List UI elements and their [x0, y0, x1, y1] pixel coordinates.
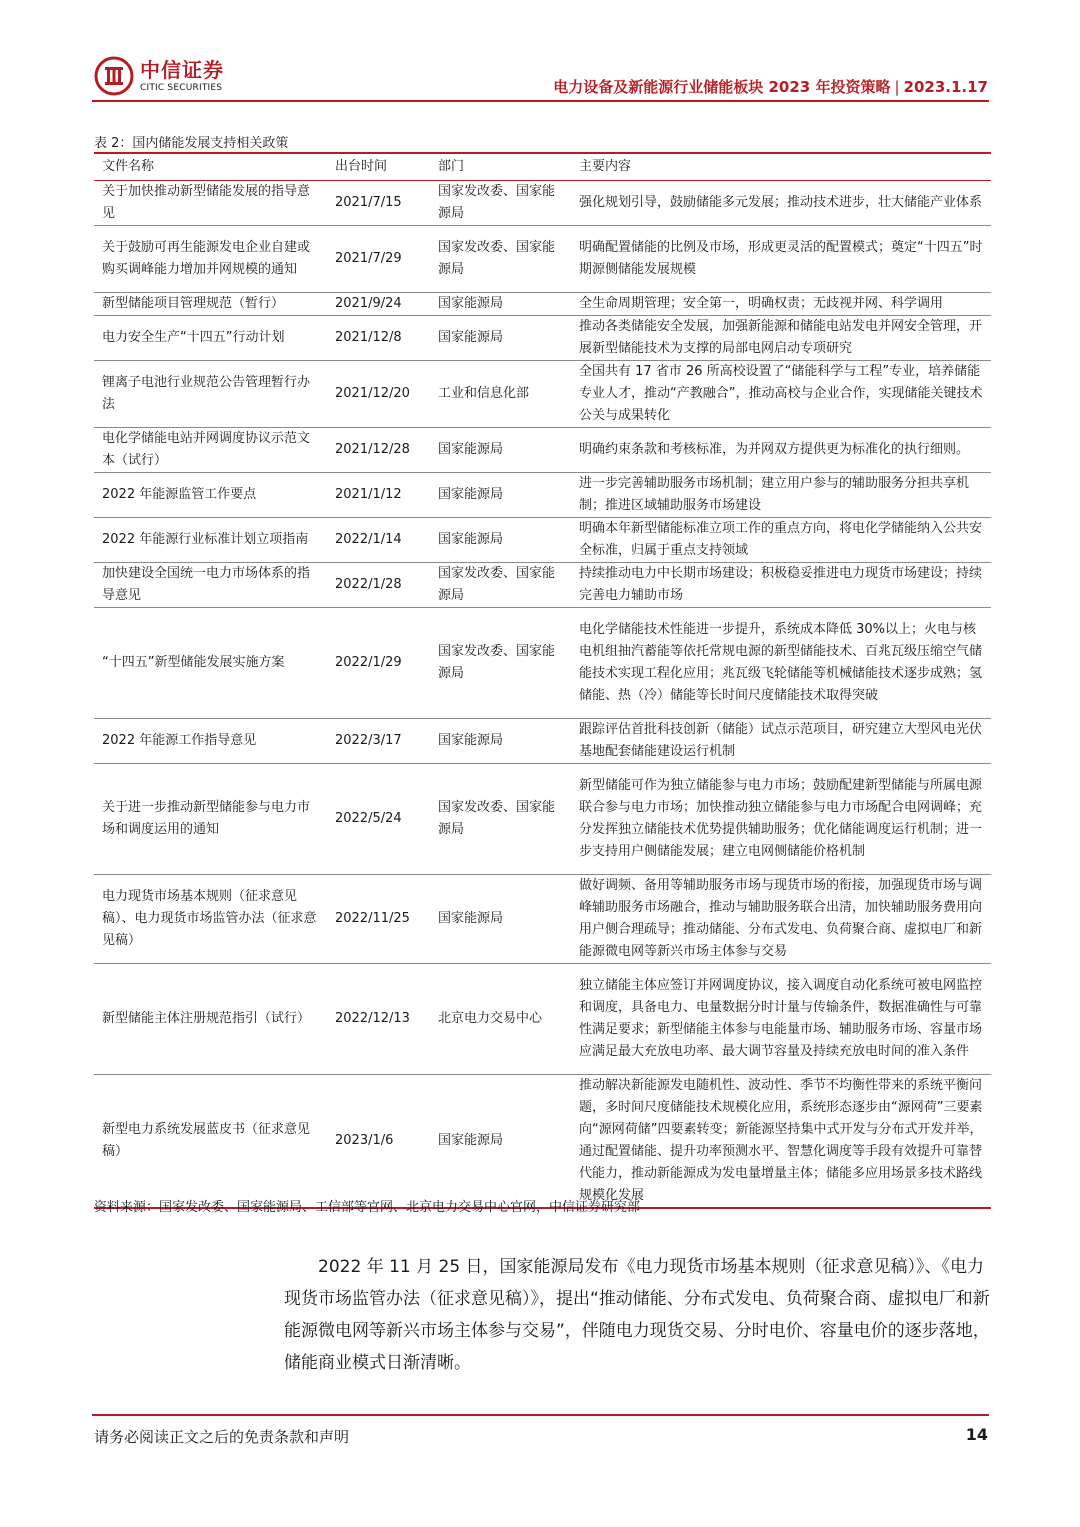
- table-row: [94, 719, 991, 764]
- cell-department: 国家能源局: [430, 719, 571, 764]
- cell-doc-name: 加快建设全国统一电力市场体系的指导意见: [94, 563, 327, 608]
- cell-date: 2022/1/28: [327, 563, 430, 608]
- cell-content: 跟踪评估首批科技创新（储能）试点示范项目，研究建立大型风电光伏基地配套储能建设运行机制: [571, 719, 991, 764]
- table-row: [94, 518, 991, 563]
- citic-logo-icon: [94, 56, 134, 96]
- cell-doc-name: 新型储能主体注册规范指引（试行）: [94, 964, 327, 1075]
- table-row: [94, 764, 991, 875]
- table-row: [94, 473, 991, 518]
- table-row: [94, 428, 991, 473]
- cell-date: 2021/12/28: [327, 428, 430, 473]
- cell-doc-name: 电化学储能电站并网调度协议示范文本（试行）: [94, 428, 327, 473]
- cell-doc-name: 关于加快推动新型储能发展的指导意见: [94, 181, 327, 226]
- cell-doc-name: 关于鼓励可再生能源发电企业自建或购买调峰能力增加并网规模的通知: [94, 226, 327, 293]
- cell-doc-name: 电力现货市场基本规则（征求意见稿）、电力现货市场监管办法（征求意见稿）: [94, 875, 327, 964]
- report-title-text: 电力设备及新能源行业储能板块 2023 年投资策略: [553, 78, 891, 96]
- cell-content: 做好调频、备用等辅助服务市场与现货市场的衔接，加强现货市场与调峰辅助服务市场融合，推动与辅助服务联合出清，加快辅助服务费用向用户侧合理疏导；推动储能、分布式发电、负荷聚合商、虚拟电厂和新能源微电网等新兴市场主体参与交易: [571, 875, 991, 964]
- cell-doc-name: 2022 年能源工作指导意见: [94, 719, 327, 764]
- header-rule: [92, 100, 989, 102]
- cell-department: 国家发改委、国家能源局: [430, 563, 571, 608]
- cell-department: 国家能源局: [430, 316, 571, 361]
- cell-doc-name: 2022 年能源监管工作要点: [94, 473, 327, 518]
- cell-date: 2021/9/24: [327, 293, 430, 316]
- cell-date: 2022/1/29: [327, 608, 430, 719]
- cell-date: 2022/12/13: [327, 964, 430, 1075]
- cell-date: 2022/3/17: [327, 719, 430, 764]
- cell-doc-name: 新型电力系统发展蓝皮书（征求意见稿）: [94, 1075, 327, 1209]
- cell-doc-name: 关于进一步推动新型储能参与电力市场和调度运用的通知: [94, 764, 327, 875]
- cell-date: 2023/1/6: [327, 1075, 430, 1209]
- cell-department: 国家能源局: [430, 293, 571, 316]
- cell-date: 2021/12/20: [327, 361, 430, 428]
- cell-department: 国家能源局: [430, 875, 571, 964]
- header-content: 主要内容: [571, 153, 991, 181]
- logo-english-name: CITIC SECURITIES: [140, 82, 223, 93]
- table-row: [94, 226, 991, 293]
- cell-content: 进一步完善辅助服务市场机制；建立用户参与的辅助服务分担共享机制；推进区域辅助服务市场建设: [571, 473, 991, 518]
- table-caption: 表 2：国内储能发展支持相关政策: [94, 136, 289, 151]
- footer-disclaimer: 请务必阅读正文之后的免责条款和声明: [94, 1428, 350, 1446]
- logo-chinese-name: 中信证券: [140, 57, 224, 82]
- cell-content: 独立储能主体应签订并网调度协议，接入调度自动化系统可被电网监控和调度，具备电力、电量数据分时计量与传输条件，数据准确性与可靠性满足要求；新型储能主体参与电能量市场、辅助服务市场、容量市场应满足最大充放电功率、最大调节容量及持续充放电时间的准入条件: [571, 964, 991, 1075]
- cell-department: 国家发改委、国家能源局: [430, 181, 571, 226]
- cell-content: 新型储能可作为独立储能参与电力市场；鼓励配建新型储能与所属电源联合参与电力市场；加快推动独立储能参与电力市场配合电网调峰；充分发挥独立储能技术优势提供辅助服务；优化储能调度运行机制；进一步支持用户侧储能发展；建立电网侧储能价格机制: [571, 764, 991, 875]
- cell-department: 国家能源局: [430, 518, 571, 563]
- footer-rule: [92, 1414, 989, 1416]
- table-row: [94, 964, 991, 1075]
- cell-date: 2022/5/24: [327, 764, 430, 875]
- cell-doc-name: “十四五”新型储能发展实施方案: [94, 608, 327, 719]
- table-row: [94, 293, 991, 316]
- title-separator: |: [894, 78, 900, 96]
- report-title: [553, 76, 988, 97]
- cell-department: 国家发改委、国家能源局: [430, 764, 571, 875]
- cell-content: 明确约束条款和考核标准，为并网双方提供更为标准化的执行细则。: [571, 428, 991, 473]
- citic-logo: [94, 56, 224, 96]
- cell-department: 国家能源局: [430, 428, 571, 473]
- cell-content: 明确配置储能的比例及市场，形成更灵活的配置模式；奠定“十四五”时期源侧储能发展规模: [571, 226, 991, 293]
- table-row: [94, 361, 991, 428]
- body-paragraph: 2022 年 11 月 25 日，国家能源局发布《电力现货市场基本规则（征求意见稿）》、《电力现货市场监管办法（征求意见稿）》，提出“推动储能、分布式发电、负荷聚合商、虚拟电厂和新能源微电网等新兴市场主体参与交易”，伴随电力现货交易、分时电价、容量电价的逐步落地，储能商业模式日渐清晰。: [284, 1257, 990, 1373]
- page-number: 14: [965, 1425, 988, 1444]
- header-department: 部门: [430, 153, 571, 181]
- table-row: [94, 563, 991, 608]
- header-doc-name: 文件名称: [94, 153, 327, 181]
- cell-date: 2021/7/15: [327, 181, 430, 226]
- table-header-row: [94, 153, 991, 181]
- cell-content: 电化学储能技术性能进一步提升，系统成本降低 30%以上；火电与核电机组抽汽蓄能等依托常规电源的新型储能技术、百兆瓦级压缩空气储能技术实现工程化应用；兆瓦级飞轮储能等机械储能技术逐步成熟；氢储能、热（冷）储能等长时间尺度储能技术取得突破: [571, 608, 991, 719]
- table-row: [94, 1075, 991, 1209]
- cell-content: 推动解决新能源发电随机性、波动性、季节不均衡性带来的系统平衡问题，多时间尺度储能技术规模化应用，系统形态逐步由“源网荷”三要素向“源网荷储”四要素转变；新能源坚持集中式开发与分布式开发并举，通过配置储能、提升功率预测水平、智慧化调度等手段有效提升可靠替代能力，推动新能源成为发电量增量主体；储能多应用场景多技术路线规模化发展: [571, 1075, 991, 1209]
- cell-department: 国家能源局: [430, 1075, 571, 1209]
- cell-content: 全生命周期管理；安全第一，明确权责；无歧视并网、科学调用: [571, 293, 991, 316]
- cell-doc-name: 锂离子电池行业规范公告管理暂行办法: [94, 361, 327, 428]
- cell-content: 持续推动电力中长期市场建设；积极稳妥推进电力现货市场建设；持续完善电力辅助市场: [571, 563, 991, 608]
- policy-table: [94, 152, 991, 1209]
- header-date: 出台时间: [327, 153, 430, 181]
- cell-department: 工业和信息化部: [430, 361, 571, 428]
- cell-department: 北京电力交易中心: [430, 964, 571, 1075]
- table-source-note: 资料来源：国家发改委、国家能源局、工信部等官网、北京电力交易中心官网，中信证券研究部: [94, 1200, 641, 1215]
- cell-department: 国家能源局: [430, 473, 571, 518]
- cell-content: 明确本年新型储能标准立项工作的重点方向，将电化学储能纳入公共安全标准，归属于重点支持领域: [571, 518, 991, 563]
- cell-date: 2022/11/25: [327, 875, 430, 964]
- cell-doc-name: 2022 年能源行业标准计划立项指南: [94, 518, 327, 563]
- cell-date: 2021/7/29: [327, 226, 430, 293]
- cell-content: 推动各类储能安全发展，加强新能源和储能电站发电并网安全管理，开展新型储能技术为支撑的局部电网启动专项研究: [571, 316, 991, 361]
- cell-date: 2021/1/12: [327, 473, 430, 518]
- cell-doc-name: 电力安全生产“十四五”行动计划: [94, 316, 327, 361]
- cell-date: 2022/1/14: [327, 518, 430, 563]
- cell-content: 强化规划引导，鼓励储能多元发展；推动技术进步，壮大储能产业体系: [571, 181, 991, 226]
- cell-doc-name: 新型储能项目管理规范（暂行）: [94, 293, 327, 316]
- report-date: 2023.1.17: [903, 78, 988, 96]
- cell-content: 全国共有 17 省市 26 所高校设置了“储能科学与工程”专业，培养储能专业人才，推动“产教融合”，推动高校与企业合作，实现储能关键技术公关与成果转化: [571, 361, 991, 428]
- cell-date: 2021/12/8: [327, 316, 430, 361]
- table-row: [94, 608, 991, 719]
- cell-department: 国家发改委、国家能源局: [430, 608, 571, 719]
- table-row: [94, 316, 991, 361]
- cell-department: 国家发改委、国家能源局: [430, 226, 571, 293]
- table-row: [94, 875, 991, 964]
- table-row: [94, 181, 991, 226]
